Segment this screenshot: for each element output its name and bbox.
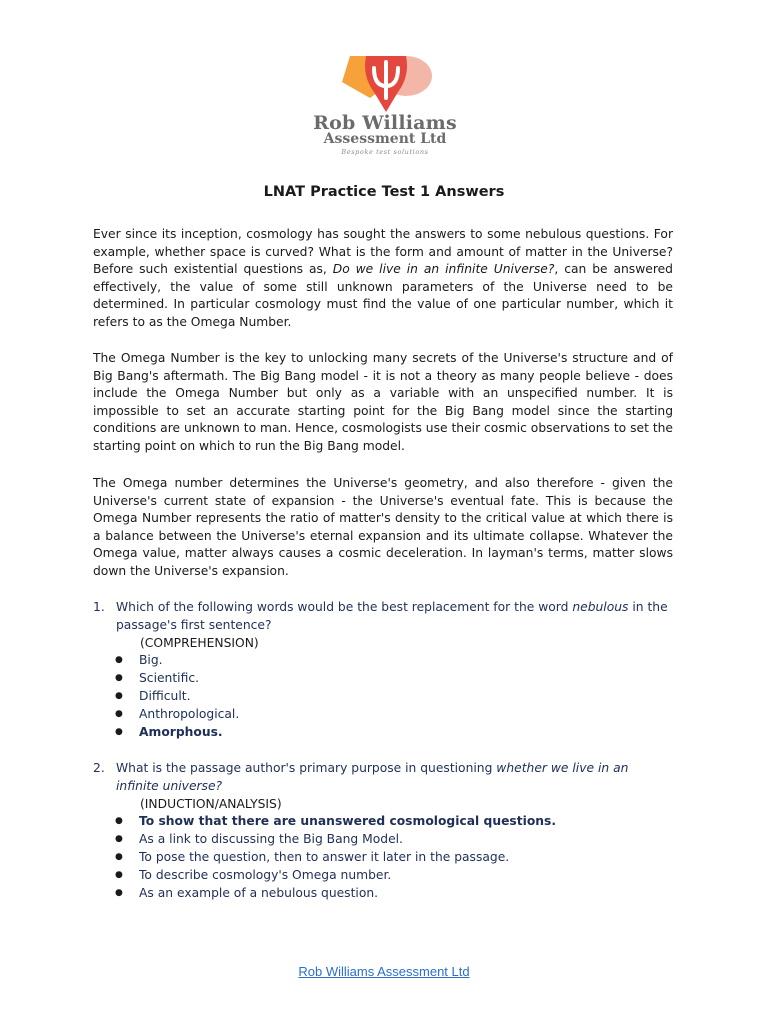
passage-text: Ever since its inception, cosmology has sought the answers to some nebulous questions. For example, whether space is curved? What is the form and amount of matter in the Universe? Before such existential questions as, xyxy=(93,227,673,277)
company-logo xyxy=(300,52,470,162)
correct-answer-option: ● Amorphous. xyxy=(93,724,673,742)
logo-company-subtitle: Assessment Ltd xyxy=(323,131,447,147)
question-text: Which of the following words would be the best replacement for the word nebulous in the passage's first sentence? xyxy=(116,600,668,632)
question-number: 2. xyxy=(93,761,105,775)
logo-company-name: Rob Williams xyxy=(313,112,457,134)
passage-italic-question: Do we live in an infinite Universe? xyxy=(332,262,555,277)
answer-option: ● To describe cosmology's Omega number. xyxy=(93,867,673,885)
logo-tagline: Bespoke test solutions xyxy=(341,148,429,156)
bullet-icon: ● xyxy=(115,726,123,737)
answer-option: ● As a link to discussing the Big Bang Model. xyxy=(93,831,673,849)
bullet-icon: ● xyxy=(115,851,123,862)
bullet-icon: ● xyxy=(115,887,123,898)
passage-paragraph-1 xyxy=(93,226,673,332)
answer-option: ● Anthropological. xyxy=(93,706,673,724)
correct-answer-option: ● To show that there are unanswered cosmological questions. xyxy=(93,813,673,831)
question-italic-term: nebulous xyxy=(572,600,629,614)
page-title: LNAT Practice Test 1 Answers xyxy=(263,184,505,200)
answer-option: ● As an example of a nebulous question. xyxy=(93,885,673,903)
question-number: 1. xyxy=(93,600,105,614)
bullet-icon: ● xyxy=(115,673,123,684)
answer-options xyxy=(93,652,673,741)
passage-paragraph-3: The Omega number determines the Universe's geometry, and also therefore - given the Universe's current state of expansion - the Universe's eventual fate. This is because the Omega Number represents the ratio of matter's density to the critical value at which there is a balance between the Universe's eternal expansion and its ultimate collapse. Whatever the Omega value, matter always causes a cosmic deceleration. In layman's terms, matter slows down the Universe's expansion. xyxy=(93,476,673,578)
passage-text: , can be answered effectively, the value of some still unknown parameters of the Universe need to be determined. In particular cosmology must find the value of one particular number, which it refers to as the Omega Number. xyxy=(93,262,673,329)
answer-option: ● Big. xyxy=(93,652,673,670)
question-category: (COMPREHENSION) xyxy=(140,635,259,650)
footer-company-link[interactable]: Rob Williams Assessment Ltd xyxy=(298,964,470,979)
psi-emblem-icon xyxy=(336,52,436,114)
bullet-icon: ● xyxy=(115,655,123,666)
bullet-icon: ● xyxy=(115,869,123,880)
bullet-icon: ● xyxy=(115,690,123,701)
passage-paragraph-2: The Omega Number is the key to unlocking many secrets of the Universe's structure and of Big Bang's aftermath. The Big Bang model - it is not a theory as many people believe - does include the Omega Number but only as a variable with an unspecified number. It is impossible to set an accurate starting point for the Big Bang model since the starting conditions are unknown to man. Hence, cosmologists use their cosmic observations to set the starting point on which to run the Big Bang model. xyxy=(93,351,673,453)
answer-options xyxy=(93,813,673,902)
answer-option: ● Difficult. xyxy=(93,688,673,706)
bullet-icon: ● xyxy=(115,708,123,719)
answer-option: ● Scientific. xyxy=(93,670,673,688)
bullet-icon: ● xyxy=(115,816,123,827)
question-1 xyxy=(93,599,673,741)
question-text: What is the passage author's primary purpose in questioning whether we live in an infinite universe? xyxy=(116,761,629,793)
answer-option: ● To pose the question, then to answer it later in the passage. xyxy=(93,849,673,867)
question-2 xyxy=(93,760,673,902)
bullet-icon: ● xyxy=(115,834,123,845)
question-italic-term: whether we live in an infinite universe? xyxy=(116,761,629,793)
question-category: (INDUCTION/ANALYSIS) xyxy=(140,796,282,811)
